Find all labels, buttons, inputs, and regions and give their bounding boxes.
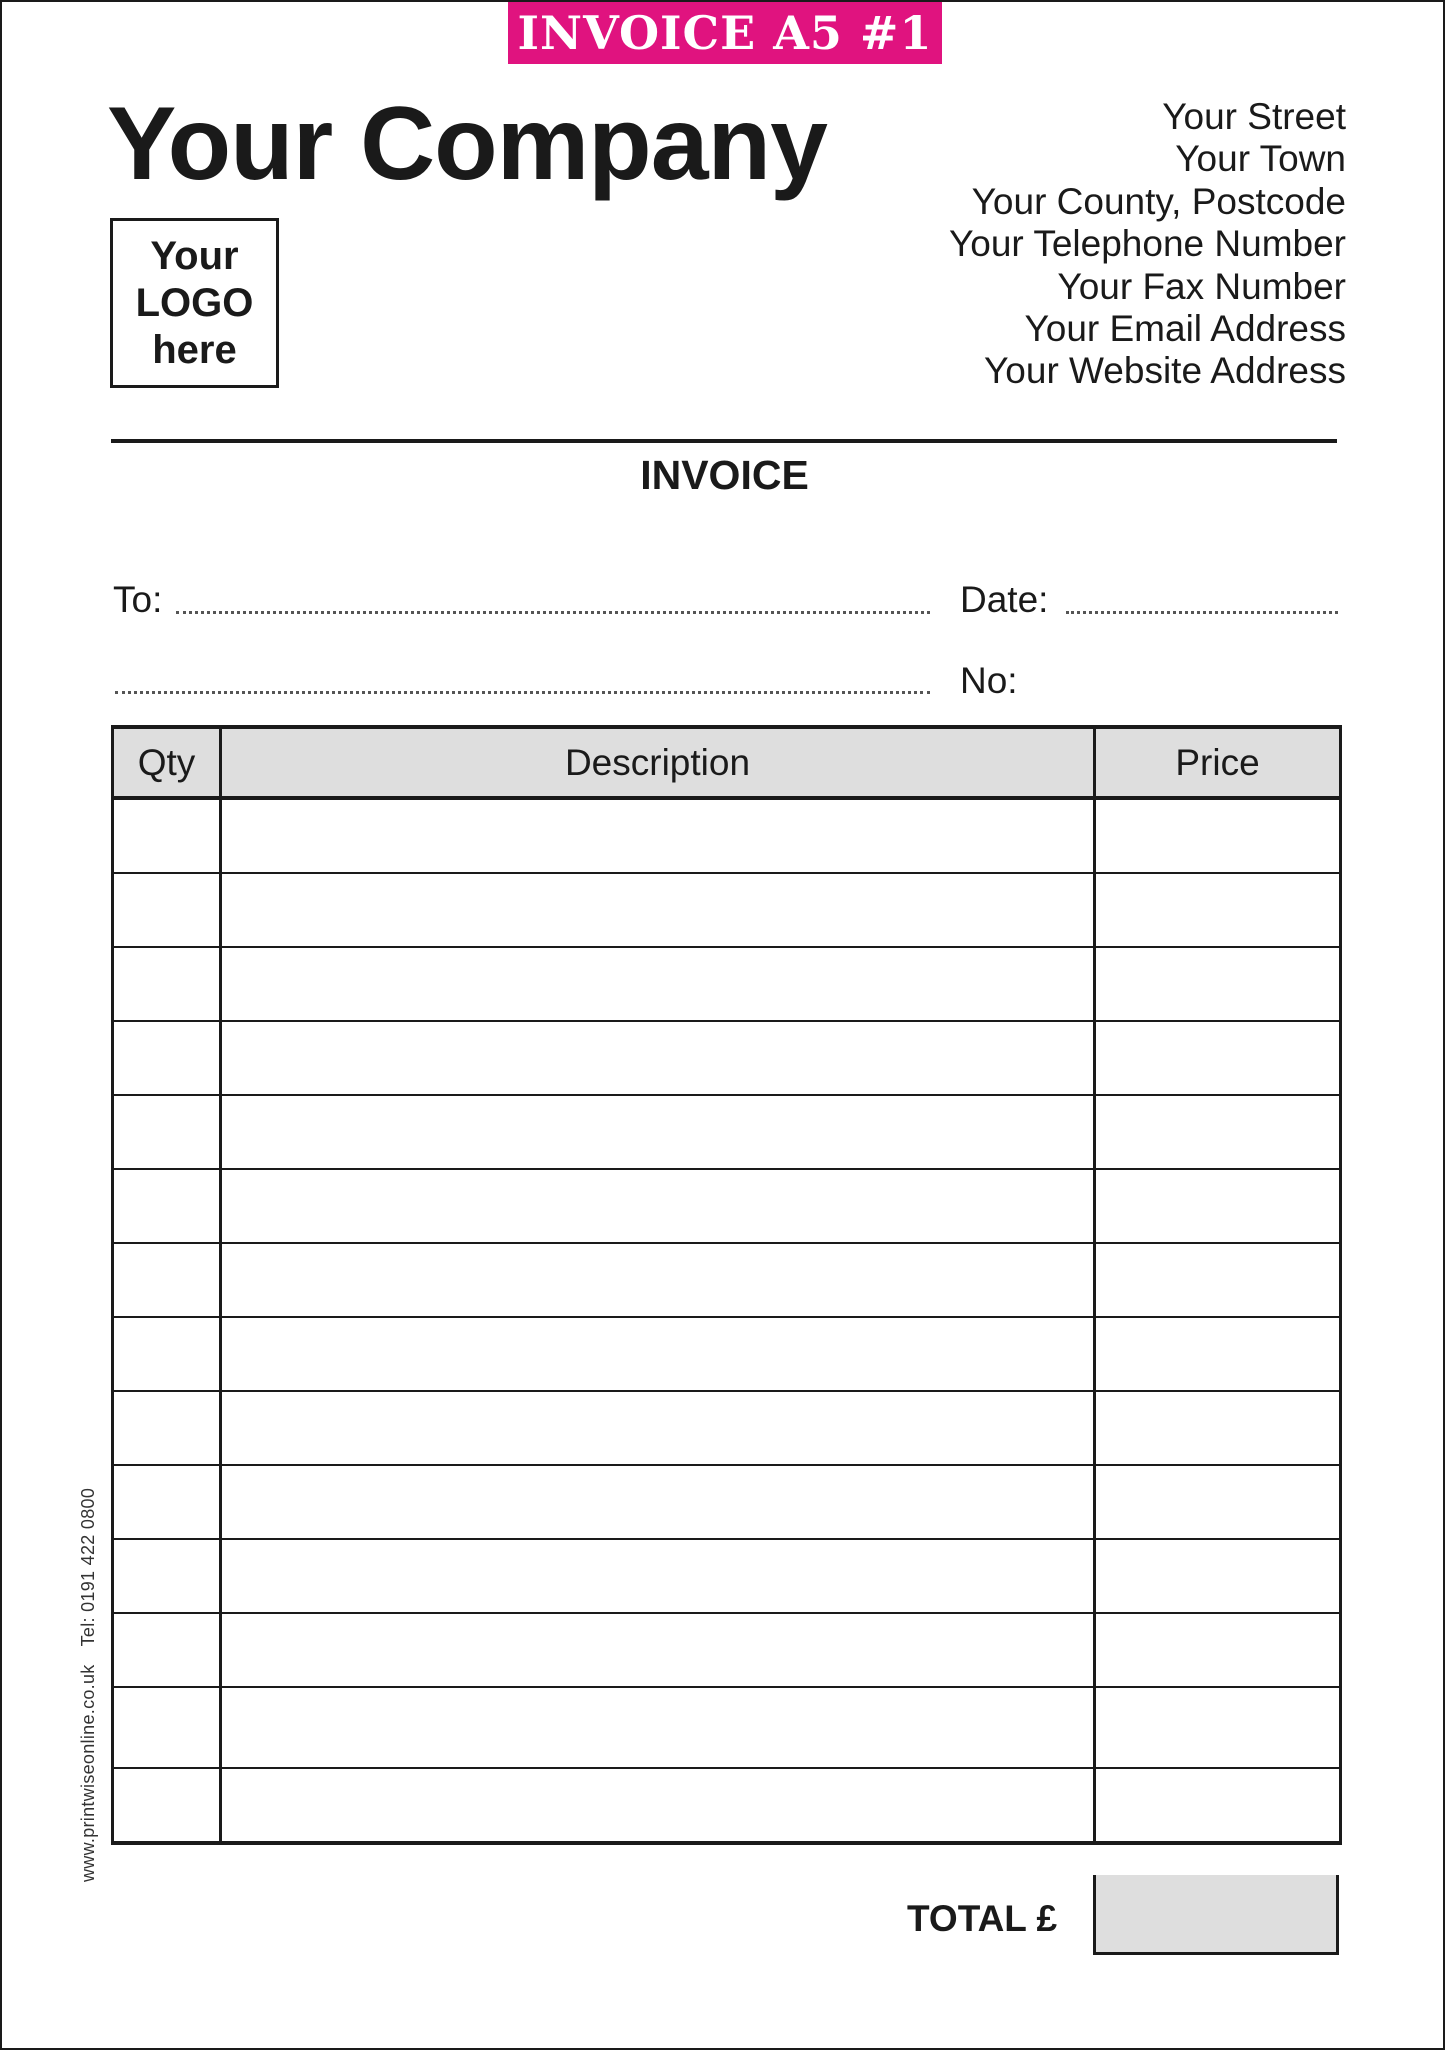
company-address [949, 96, 1346, 393]
header-divider [111, 439, 1337, 443]
description-cell[interactable] [221, 798, 1095, 873]
total-label: TOTAL £ [907, 1898, 1058, 1939]
description-cell[interactable] [221, 1317, 1095, 1391]
total-amount-field[interactable] [1093, 1875, 1339, 1955]
qty-cell[interactable] [113, 798, 221, 873]
qty-cell[interactable] [113, 1613, 221, 1687]
address-county-postcode: Your County, Postcode [971, 180, 1346, 222]
logo-line-2: LOGO [135, 280, 254, 325]
line-items-body [113, 798, 1341, 1843]
price-cell[interactable] [1095, 1317, 1341, 1391]
qty-cell[interactable] [113, 1465, 221, 1539]
number-label: No: [960, 660, 1018, 701]
table-row [113, 1768, 1341, 1843]
to-field-line-1[interactable] [176, 611, 930, 614]
address-town: Your Town [1175, 138, 1346, 180]
price-cell[interactable] [1095, 1687, 1341, 1768]
table-row [113, 1317, 1341, 1391]
logo-line-3: here [152, 327, 237, 372]
price-cell[interactable] [1095, 947, 1341, 1021]
qty-cell[interactable] [113, 1539, 221, 1613]
table-row [113, 873, 1341, 947]
address-telephone: Your Telephone Number [948, 223, 1346, 265]
description-cell[interactable] [221, 1687, 1095, 1768]
price-cell[interactable] [1095, 798, 1341, 873]
description-cell[interactable] [221, 1095, 1095, 1169]
printer-phone: Tel: 0191 422 0800 [78, 1487, 98, 1647]
price-cell[interactable] [1095, 873, 1341, 947]
qty-cell[interactable] [113, 1391, 221, 1465]
qty-cell[interactable] [113, 873, 221, 947]
address-street: Your Street [1162, 96, 1346, 137]
price-cell[interactable] [1095, 1169, 1341, 1243]
table-row [113, 798, 1341, 873]
table-row [113, 1613, 1341, 1687]
price-cell[interactable] [1095, 1613, 1341, 1687]
price-cell[interactable] [1095, 1021, 1341, 1095]
table-row [113, 1539, 1341, 1613]
date-field-line[interactable] [1066, 611, 1338, 614]
to-label: To: [113, 579, 163, 620]
description-cell[interactable] [221, 1021, 1095, 1095]
table-row [113, 1391, 1341, 1465]
qty-cell[interactable] [113, 1021, 221, 1095]
description-cell[interactable] [221, 1539, 1095, 1613]
qty-cell[interactable] [113, 947, 221, 1021]
description-cell[interactable] [221, 1169, 1095, 1243]
description-cell[interactable] [221, 873, 1095, 947]
line-items-table [111, 725, 1342, 1845]
printer-credit [76, 1488, 100, 1882]
company-name: Your Company [107, 86, 827, 202]
table-row [113, 1095, 1341, 1169]
printer-website: www.printwiseonline.co.uk [78, 1664, 98, 1882]
price-cell[interactable] [1095, 1465, 1341, 1539]
qty-cell[interactable] [113, 1095, 221, 1169]
table-row [113, 1465, 1341, 1539]
document-title: INVOICE [640, 452, 809, 498]
price-column-header: Price [1095, 727, 1341, 798]
table-row [113, 1687, 1341, 1768]
invoice-type-banner: INVOICE A5 #1 [508, 2, 942, 64]
qty-column-header: Qty [113, 727, 221, 798]
qty-cell[interactable] [113, 1317, 221, 1391]
description-cell[interactable] [221, 1243, 1095, 1317]
table-row [113, 947, 1341, 1021]
to-field-line-2[interactable] [115, 691, 930, 694]
table-row [113, 1243, 1341, 1317]
description-cell[interactable] [221, 1391, 1095, 1465]
description-cell[interactable] [221, 947, 1095, 1021]
logo-placeholder [110, 218, 279, 388]
address-fax: Your Fax Number [1057, 265, 1346, 307]
date-label: Date: [960, 579, 1049, 620]
description-cell[interactable] [221, 1465, 1095, 1539]
price-cell[interactable] [1095, 1539, 1341, 1613]
description-cell[interactable] [221, 1613, 1095, 1687]
logo-line-1: Your [150, 233, 239, 278]
price-cell[interactable] [1095, 1391, 1341, 1465]
address-website: Your Website Address [984, 350, 1346, 392]
table-header-row [113, 727, 1341, 798]
price-cell[interactable] [1095, 1768, 1341, 1843]
price-cell[interactable] [1095, 1095, 1341, 1169]
description-column-header: Description [221, 727, 1095, 798]
qty-cell[interactable] [113, 1169, 221, 1243]
table-row [113, 1169, 1341, 1243]
qty-cell[interactable] [113, 1768, 221, 1843]
description-cell[interactable] [221, 1768, 1095, 1843]
address-email: Your Email Address [1024, 308, 1346, 350]
qty-cell[interactable] [113, 1243, 221, 1317]
price-cell[interactable] [1095, 1243, 1341, 1317]
qty-cell[interactable] [113, 1687, 221, 1768]
table-row [113, 1021, 1341, 1095]
